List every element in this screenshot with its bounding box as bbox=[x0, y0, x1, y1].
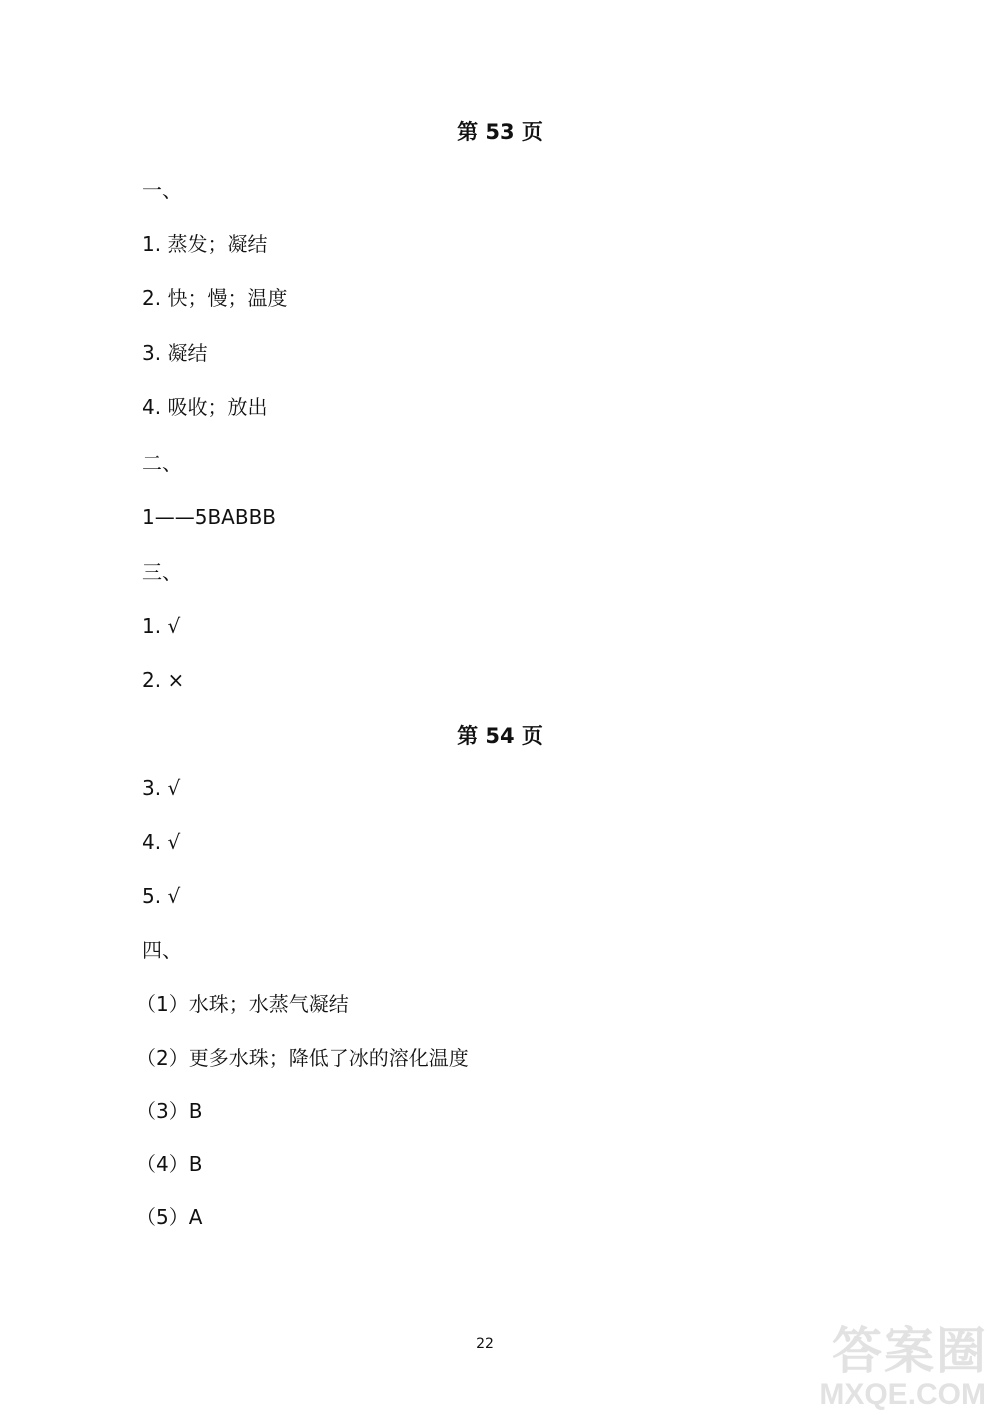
answer-line: 1. √ bbox=[142, 614, 181, 638]
answer-line: （2）更多水珠；降低了冰的溶化温度 bbox=[136, 1046, 469, 1070]
answer-line: 3. √ bbox=[142, 776, 181, 800]
page-53-heading: 第 53 页 bbox=[457, 120, 543, 144]
answer-line: 2. 快；慢；温度 bbox=[142, 286, 288, 310]
watermark-logo bbox=[768, 1322, 1000, 1415]
answer-line: 3. 凝结 bbox=[142, 341, 208, 365]
answer-line: （4）B bbox=[136, 1152, 203, 1176]
section-three-label: 三、 bbox=[142, 560, 182, 584]
page-number: 22 bbox=[476, 1336, 494, 1352]
answer-line: 5. √ bbox=[142, 884, 181, 908]
answer-line: 1. 蒸发；凝结 bbox=[142, 232, 268, 256]
section-one-label: 一、 bbox=[142, 178, 182, 202]
answer-line: 4. 吸收；放出 bbox=[142, 395, 268, 419]
answer-line: 2. × bbox=[142, 668, 185, 692]
page-54-heading: 第 54 页 bbox=[457, 724, 543, 748]
watermark-chinese-text: 答案圈 bbox=[832, 1322, 988, 1380]
section-two-label: 二、 bbox=[142, 451, 182, 475]
watermark-domain-text: MXQE.COM bbox=[819, 1378, 986, 1411]
section-four-label: 四、 bbox=[142, 938, 182, 962]
answer-line: 1——5BABBB bbox=[142, 505, 277, 529]
answer-line: 4. √ bbox=[142, 830, 181, 854]
answer-line: （3）B bbox=[136, 1099, 203, 1123]
answer-line: （5）A bbox=[136, 1205, 203, 1229]
answer-line: （1）水珠；水蒸气凝结 bbox=[136, 992, 349, 1016]
